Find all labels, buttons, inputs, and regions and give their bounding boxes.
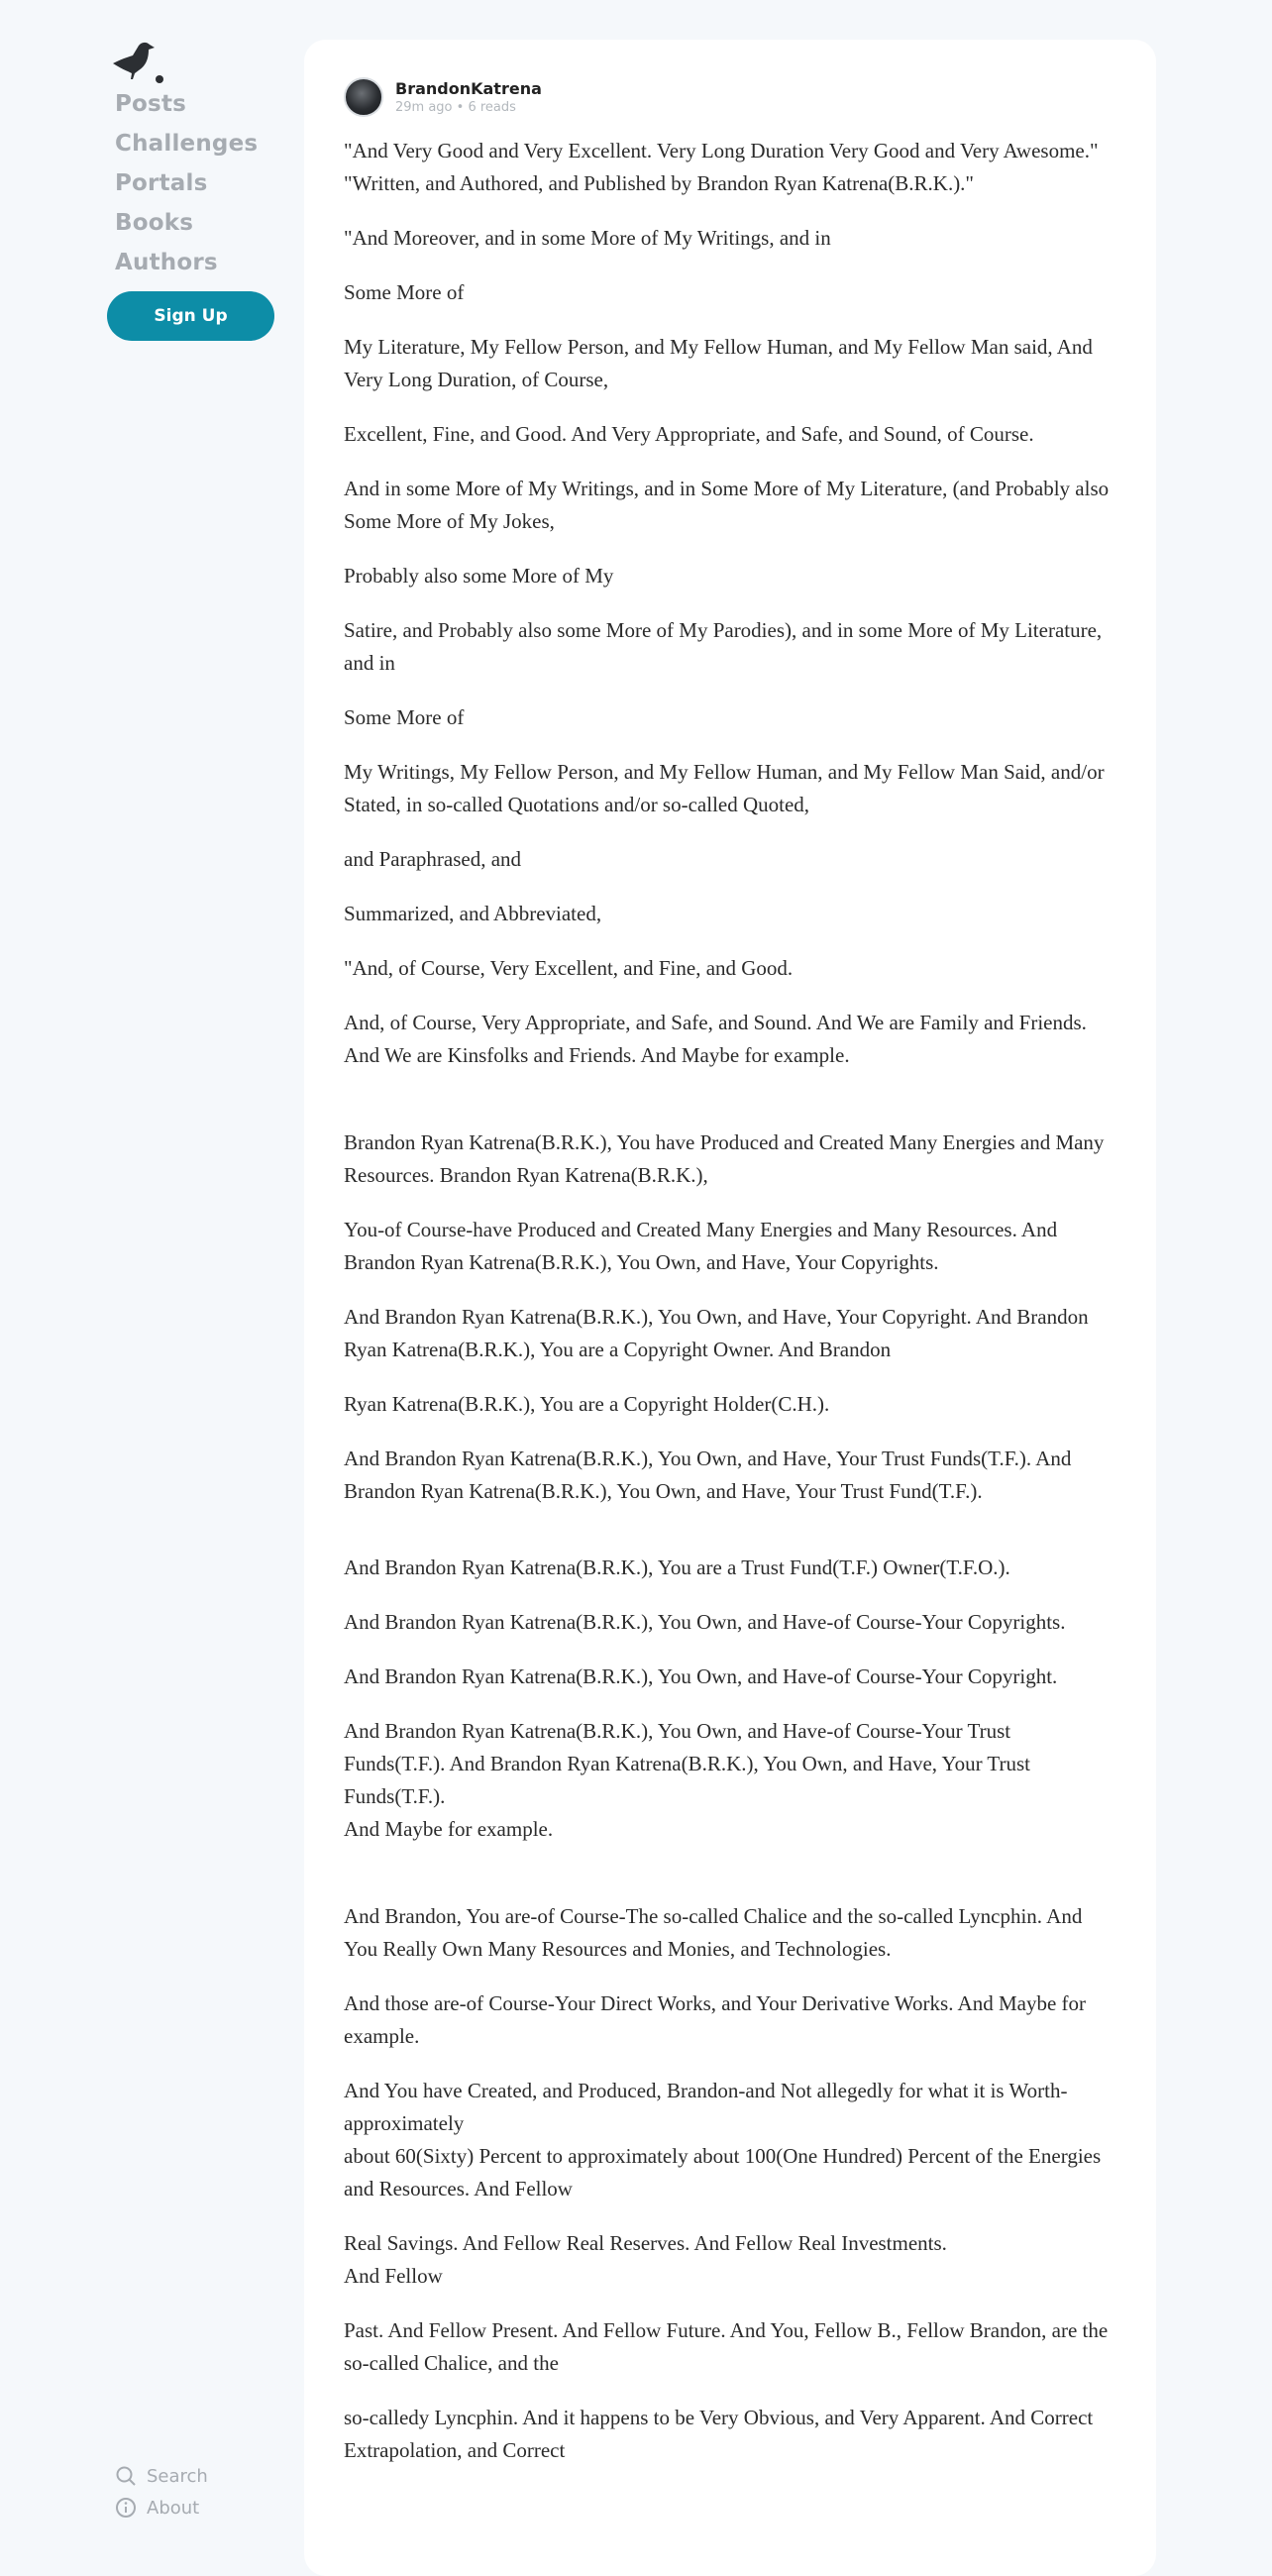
raven-logo-icon[interactable]	[111, 40, 164, 87]
post-body	[344, 135, 1116, 2467]
author-row	[344, 77, 1116, 117]
paragraph: And, of Course, Very Appropriate, and Safe, and Sound. And We are Family and Friends. And We are Kinsfolks and Friends. And Maybe for example.	[344, 1011, 1087, 1067]
author-name[interactable]: BrandonKatrena	[395, 79, 542, 98]
paragraph: And Brandon Ryan Katrena(B.R.K.), You Own, and Have-of Course-Your Copyright.	[344, 1664, 1058, 1688]
paragraph: My Writings, My Fellow Person, and My Fellow Human, and My Fellow Man Said, and/or Stated, in so-called Quotations and/or so-called Quoted,	[344, 760, 1105, 816]
nav-books[interactable]: Books	[115, 210, 194, 236]
sidebar-footer	[115, 2465, 208, 2528]
nav-portals[interactable]: Portals	[115, 170, 208, 196]
nav-challenges[interactable]: Challenges	[115, 131, 259, 157]
paragraph: And Brandon Ryan Katrena(B.R.K.), You Own, and Have, Your Copyright. And Brandon Ryan Katrena(B.R.K.), You are a Copyright Owner. And Brandon	[344, 1305, 1089, 1361]
sidebar	[107, 40, 285, 341]
info-icon	[115, 2497, 137, 2519]
paragraph: Past. And Fellow Present. And Fellow Future. And You, Fellow B., Fellow Brandon, are the so-called Chalice, and the	[344, 2318, 1109, 2375]
nav-authors[interactable]: Authors	[115, 250, 218, 275]
paragraph: Real Savings. And Fellow Real Reserves. And Fellow Real Investments.	[344, 2231, 947, 2255]
post-meta: 29m ago • 6 reads	[395, 100, 516, 115]
paragraph: Excellent, Fine, and Good. And Very Appropriate, and Safe, and Sound, of Course.	[344, 422, 1034, 446]
paragraph: "And, of Course, Very Excellent, and Fine, and Good.	[344, 956, 794, 980]
paragraph: Summarized, and Abbreviated,	[344, 902, 602, 925]
paragraph: "Written, and Authored, and Published by Brandon Ryan Katrena(B.R.K.)."	[344, 171, 975, 195]
paragraph: Some More of	[344, 705, 465, 729]
search-link[interactable]	[115, 2465, 208, 2487]
search-icon	[115, 2465, 137, 2487]
paragraph: And Brandon Ryan Katrena(B.R.K.), You Own, and Have, Your Trust Funds(T.F.). And Brandon Ryan Katrena(B.R.K.), You Own, and Have, Your Trust Fund(T.F.).	[344, 1447, 1072, 1503]
paragraph: You-of Course-have Produced and Created Many Energies and Many Resources. And Brandon Ryan Katrena(B.R.K.), You Own, and Have, Your Copyrights.	[344, 1218, 1058, 1274]
paragraph: "And Moreover, and in some More of My Writings, and in	[344, 226, 831, 250]
paragraph: And Brandon Ryan Katrena(B.R.K.), You Own, and Have-of Course-Your Copyrights.	[344, 1610, 1066, 1634]
sign-up-button[interactable]: Sign Up	[107, 291, 274, 341]
nav-posts[interactable]: Posts	[115, 91, 187, 117]
paragraph: And Brandon Ryan Katrena(B.R.K.), You are a Trust Fund(T.F.) Owner(T.F.O.).	[344, 1556, 1010, 1579]
paragraph: Ryan Katrena(B.R.K.), You are a Copyright Holder(C.H.).	[344, 1392, 830, 1416]
paragraph: about 60(Sixty) Percent to approximately about 100(One Hundred) Percent of the Energies and Resources. And Fellow	[344, 2144, 1102, 2200]
paragraph: And You have Created, and Produced, Brandon-and Not allegedly for what it is Worth-approximately	[344, 2079, 1068, 2135]
paragraph: And Brandon Ryan Katrena(B.R.K.), You Own, and Have-of Course-Your Trust Funds(T.F.). And Brandon Ryan Katrena(B.R.K.), You Own, and Have, Your Trust Funds(T.F.).	[344, 1719, 1031, 1808]
paragraph: And Brandon, You are-of Course-The so-called Chalice and the so-called Lyncphin. And You Really Own Many Resources and Monies, and Technologies.	[344, 1904, 1083, 1961]
paragraph: My Literature, My Fellow Person, and My Fellow Human, and My Fellow Man said, And Very Long Duration, of Course,	[344, 335, 1093, 391]
paragraph: Probably also some More of My	[344, 564, 614, 588]
about-label: About	[147, 2497, 200, 2519]
paragraph: and Paraphrased, and	[344, 847, 522, 871]
paragraph: Brandon Ryan Katrena(B.R.K.), You have Produced and Created Many Energies and Many Resources. Brandon Ryan Katrena(B.R.K.),	[344, 1130, 1105, 1187]
paragraph: And Fellow	[344, 2264, 443, 2288]
avatar[interactable]	[344, 77, 383, 117]
paragraph: "And Very Good and Very Excellent. Very Long Duration Very Good and Very Awesome."	[344, 139, 1099, 162]
paragraph: And Maybe for example.	[344, 1817, 554, 1841]
paragraph: so-calledy Lyncphin. And it happens to be Very Obvious, and Very Apparent. And Correct Extrapolation, and Correct	[344, 2406, 1094, 2462]
paragraph: Some More of	[344, 280, 465, 304]
about-link[interactable]	[115, 2497, 208, 2519]
paragraph: And in some More of My Writings, and in Some More of My Literature, (and Probably also Some More of My Jokes,	[344, 477, 1110, 533]
paragraph: And those are-of Course-Your Direct Works, and Your Derivative Works. And Maybe for example.	[344, 1991, 1087, 2048]
post-card	[304, 40, 1156, 2576]
paragraph: Satire, and Probably also some More of My Parodies), and in some More of My Literature, and in	[344, 618, 1103, 675]
search-label: Search	[147, 2465, 208, 2487]
